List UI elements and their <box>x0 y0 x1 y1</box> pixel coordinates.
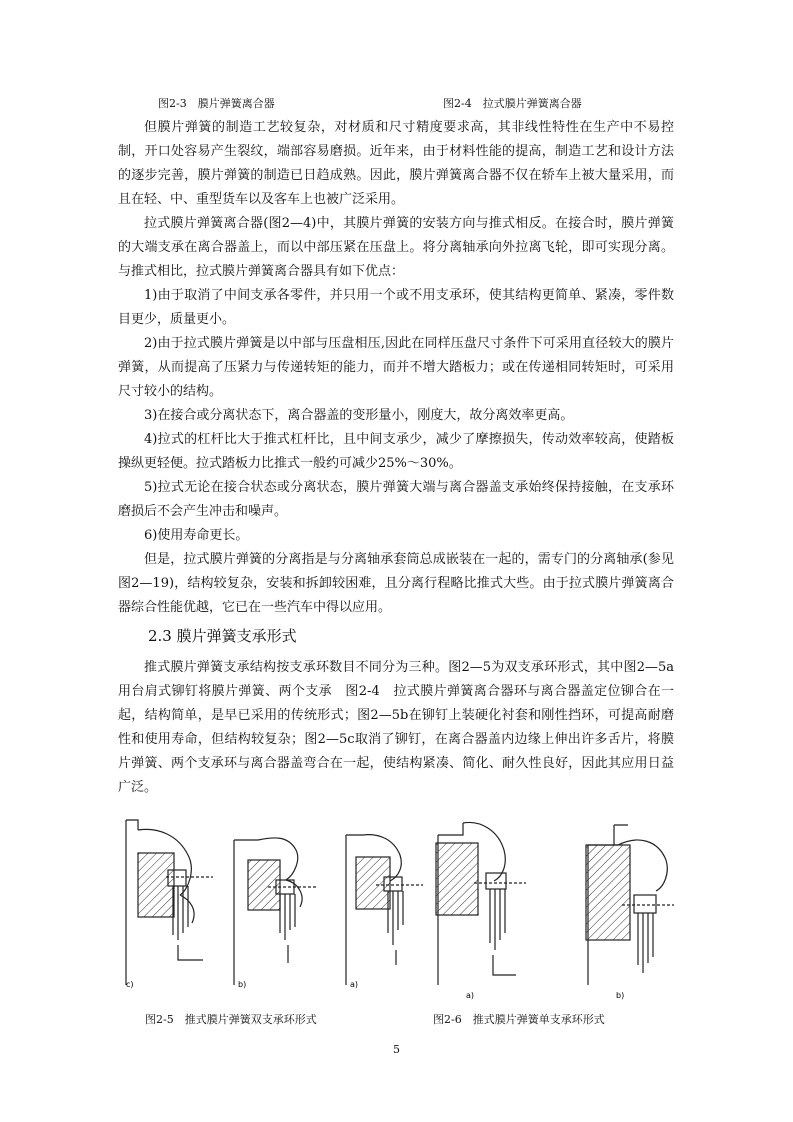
body-text-block <box>118 116 674 620</box>
figure-caption-2-4: 图2-4 拉式膜片弹簧离合器 <box>443 97 582 110</box>
section-text-block <box>118 656 674 800</box>
figure-label-2: b) <box>238 980 247 989</box>
figure-caption-2-3: 图2-3 膜片弹簧离合器 <box>158 97 275 110</box>
figure-2-5b-drawing <box>234 838 318 985</box>
figure-label-4: a) <box>466 991 475 1000</box>
figure-caption-2-6: 图2-6 推式膜片弹簧单支承环形式 <box>433 1013 605 1026</box>
paragraph-6: 4)拉式的杠杆比大于推式杠杆比，且中间支承少，减少了摩擦损失，传动效率较高，使踏板操纵更轻便。拉式踏板力比推式一般约可减少25%～30%。 <box>118 432 674 471</box>
section-paragraph-1: 推式膜片弹簧支承结构按支承环数目不同分为三种。图2—5为双支承环形式，其中图2—5a用台肩式铆钉将膜片弹簧、两个支承 图2-4 拉式膜片弹簧离合器环与离合器盖定位铆合在一起，结构简单，是早已采用的传统形式；图2—5b在铆钉上装硬化衬套和刚性挡环，可提高耐磨性和使用寿命，但结构较复杂；图2—5c取消了铆钉，在离合器盖内边缘上伸出许多舌片，将膜片弹簧、两个支承环与离合器盖弯合在一起，使结构紧凑、简化、耐久性良好，因此其应用日益广泛。 <box>118 660 674 795</box>
paragraph-5: 3)在接合或分离状态下，离合器盖的变形量小，刚度大，故分离效率更高。 <box>144 408 574 423</box>
page-number: 5 <box>393 1043 400 1056</box>
figure-2-5a-drawing <box>346 835 423 985</box>
figure-caption-2-5: 图2-5 推式膜片弹簧双支承环形式 <box>145 1013 317 1026</box>
paragraph-8: 6)使用寿命更长。 <box>144 528 249 543</box>
section-heading: 2.3 膜片弹簧支承形式 <box>148 627 297 645</box>
figure-label-3: a) <box>350 980 359 989</box>
figure-label-5: b) <box>616 991 625 1000</box>
figure-2-6a-drawing <box>436 822 526 985</box>
paragraph-2: 拉式膜片弹簧离合器(图2—4)中，其膜片弹簧的安装方向与推式相反。在接合时，膜片弹簧的大端支承在离合器盖上，而以中部压紧在压盘上。将分离轴承向外拉离飞轮，即可实现分离。与推式相比，拉式膜片弹簧离合器具有如下优点： <box>118 216 674 279</box>
paragraph-9: 但是，拉式膜片弹簧的分离指是与分离轴承套筒总成嵌装在一起的，需专门的分离轴承(参见图2—19)，结构较复杂，安装和拆卸较困难，且分离行程略比推式大些。由于拉式膜片弹簧离合器综合性能优越，它已在一些汽车中得以应用。 <box>118 552 674 615</box>
figure-2-5c-drawing <box>126 820 213 985</box>
paragraph-7: 5)拉式无论在接合状态或分离状态，膜片弹簧大端与离合器盖支承始终保持接触，在支承环磨损后不会产生冲击和噪声。 <box>118 480 674 519</box>
paragraph-1: 但膜片弹簧的制造工艺较复杂，对材质和尺寸精度要求高，其非线性特性在生产中不易控制，开口处容易产生裂纹，端部容易磨损。近年来，由于材料性能的提高，制造工艺和设计方法的逐步完善，膜片弹簧的制造已日趋成熟。因此，膜片弹簧离合器不仅在轿车上被大量采用，而且在轻、中、重型货车以及客车上也被广泛采用。 <box>118 120 674 207</box>
paragraph-3: 1)由于取消了中间支承各零件，并只用一个或不用支承环，使其结构更简单、紧凑，零件数目更少，质量更小。 <box>118 288 674 327</box>
paragraph-4: 2)由于拉式膜片弹簧是以中部与压盘相压,因此在同样压盘尺寸条件下可采用直径较大的膜片弹簧，从而提高了压紧力与传递转矩的能力，而并不增大踏板力；或在传递相同转矩时，可采用尺寸较小的结构。 <box>118 336 674 399</box>
figure-label-1: c) <box>126 980 134 989</box>
clutch-support-figures <box>118 815 674 1010</box>
figure-2-6b-drawing <box>586 825 674 985</box>
